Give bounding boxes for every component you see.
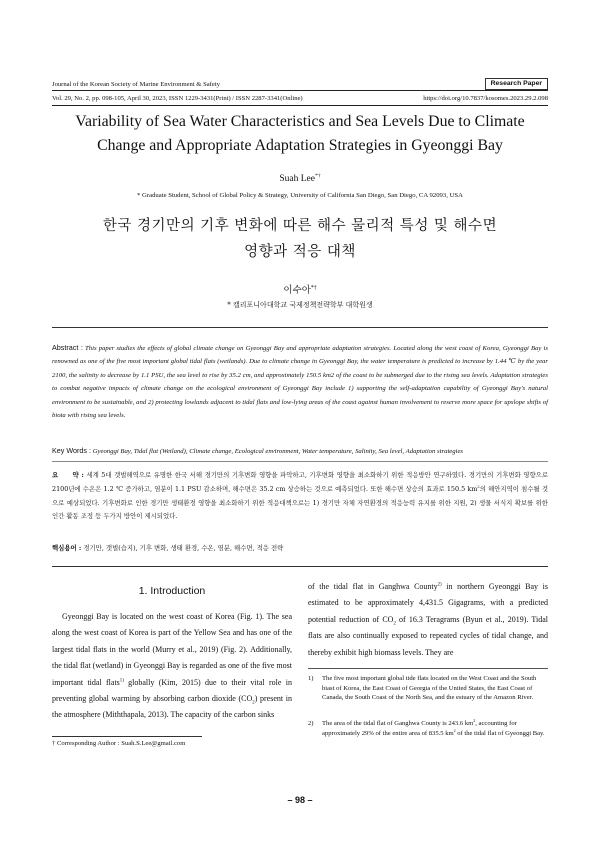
abstract-text: This paper studies the effects of global climate change on Gyeonggi Bay and appropriate adaptation strategies. Located along the west coast of Korea, Gyeonggi Bay is renowned as one of the five most important global tidal flats (wetlands). Due to climate change in Gyeonggi Bay, the water temperature is predicted to increase by 1.44 ℃ by the year 2100, the salinity to decrease by 1.1 PSU, the sea level to rise by 35.2 cm, and approximately 150.5 km2 of the coast to be submerged due to the rising sea levels. Adaptation strategies to combat negative impacts of climate change on the ecological environment of Gyeonggi Bay include 1) supporting the self-adaptation capability of Gyeonggi Bay's natural environment to be sustainable, and 2) protecting lowlands adjacent to tidal flats and low-lying areas of the coast against human involvement to reserve more space for upslope shifts of biota with rising sea levels. bbox=[52, 345, 549, 420]
footnote-2-sup-b: 2 bbox=[453, 727, 456, 733]
keywords-ko-text: 경기만, 갯벌(습지), 기후 변화, 생태 환경, 수온, 염분, 해수면, 적응 전략 bbox=[83, 544, 284, 552]
intro-right-text-2: in northern Gyeonggi Bay is estimated to be approximately 4,431.5 Gigagrams, with a predicted potential reduction of CO bbox=[308, 582, 548, 624]
title-en-line1: Variability of Sea Water Characteristics and Sea Levels Due to Climate bbox=[75, 113, 525, 130]
keywords-ko bbox=[52, 542, 548, 556]
intro-text-3: ) present in the atmosphere (Miththapala, 2013). The capacity of the carbon sinks bbox=[52, 694, 292, 720]
footnote-1-number: 1) bbox=[308, 675, 314, 682]
abstract-rule-top bbox=[52, 327, 548, 328]
abstract-ko-text-b: 의 해안지역이 침수될 것으로 예상되었다. 기후변화로 인한 경기만 생태환경 영향을 최소화하기 위한 적응대책으로는 1) 경기만 자체 자연환경의 적응능력 유지를 위한 지원, 2) 생물 서식지 확보를 위한 인간 활동 조정 등 두가지 방안이 제시되었다. bbox=[52, 484, 549, 521]
abstract-rule-bottom bbox=[52, 566, 548, 567]
abstract bbox=[52, 341, 548, 422]
abstract-ko bbox=[52, 469, 548, 524]
footnote-ref-2[interactable]: 2) bbox=[437, 582, 442, 588]
header-rule-bottom bbox=[52, 105, 548, 106]
corresponding-author: † Corresponding Author : Suah.S.Lee@gmail.com bbox=[52, 740, 186, 747]
affiliation-ko: * 캘리포니아대학교 국제정책전략학부 대학원생 bbox=[227, 301, 373, 309]
title-ko-line1: 한국 경기만의 기후 변화에 따른 해수 물리적 특성 및 해수면 bbox=[102, 218, 498, 234]
footnote-2 bbox=[308, 719, 548, 751]
author-en-mark: *† bbox=[314, 172, 321, 179]
co2-subscript-right: 2 bbox=[393, 621, 396, 627]
co2-subscript: 2 bbox=[252, 700, 255, 706]
keywords-text: Gyeonggi Bay, Tidal flat (Wetland), Climate change, Ecological environment, Water temperature, Salinity, Sea level, Adaptation strategies bbox=[92, 448, 464, 455]
corresponding-rule bbox=[52, 736, 202, 737]
intro-paragraph-right bbox=[308, 579, 548, 661]
footnote-2-text bbox=[322, 719, 548, 738]
abstract-ko-text-a: 세계 5대 갯벌해역으로 유명한 한국 서해 경기만의 기후변화 영향을 파악하고, 기후변화 영향을 최소화하기 위한 적응방안 연구하였다. 경기만의 기후변화 영향으로 2100년에 수온은 1.2 ℃ 증가하고, 염분이 1.1 PSU 감소하며, 해수면은 35.2 cm 상승하는 것으로 예측되었다. 또한 해수면 상승의 효과로 150.5 km bbox=[52, 471, 548, 493]
keywords bbox=[52, 444, 548, 458]
intro-right-text-1: of the tidal flat in Ganghwa County bbox=[308, 582, 438, 591]
intro-text-1: Gyeonggi Bay is located on the west coast of Korea (Fig. 1). The sea along the west coast of Korea is part of the Yellow Sea and has one of the largest tidal flats in the world (Murry et al., 2019) (Fig. 2). Additionally, the tidal flat (wetland) in Gyeonggi Bay is regarded as one of the five most important tidal flats bbox=[52, 612, 292, 687]
abstract-ko-sup: 2 bbox=[477, 483, 480, 489]
header-rule-top bbox=[52, 90, 548, 91]
affiliation-en: * Graduate Student, School of Global Policy & Strategy, University of California San Diego, San Diego, CA 92093, USA bbox=[137, 192, 463, 199]
doi-link[interactable]: https://doi.org/10.7837/kosomes.2023.29.2.098 bbox=[423, 95, 548, 102]
footnote-ref-1[interactable]: 1) bbox=[119, 677, 124, 683]
author-en-name: Suah Lee bbox=[279, 174, 315, 184]
keywords-label: Key Words : bbox=[52, 446, 92, 455]
abstract-ko-label: 요 약 : bbox=[52, 471, 84, 479]
section-heading-introduction: 1. Introduction bbox=[138, 585, 206, 597]
footnote-rule bbox=[308, 668, 548, 669]
abstract-label: Abstract : bbox=[52, 343, 83, 352]
article-type-badge: Research Paper bbox=[485, 78, 548, 90]
page-number: – 98 – bbox=[287, 795, 313, 805]
footnote-2-text-c: of the tidal flat of Gyeonggi Bay. bbox=[455, 729, 545, 737]
footnote-2-sup-a: 2 bbox=[473, 717, 476, 723]
footnote-1-text: The five most important global tide flats located on the West Coast and the South biast of Korea, the East Coast of Georgia of the United States, the East Coast of Canada, the South Coast of the North Sea, and the estuary of the Amazon River. bbox=[322, 675, 537, 702]
keywords-rule bbox=[52, 461, 548, 462]
footnote-1 bbox=[308, 674, 548, 718]
title-en-line2: Change and Appropriate Adaptation Strategies in Gyeonggi Bay bbox=[97, 137, 503, 154]
author-en bbox=[40, 174, 560, 184]
footnote-2-number: 2) bbox=[308, 720, 314, 727]
intro-paragraph-left bbox=[52, 609, 292, 724]
author-ko bbox=[40, 282, 560, 296]
volume-info: Vol. 29, No. 2, pp. 098-105, April 30, 2023, ISSN 1229-3431(Print) / ISSN 2287-3341(Online) bbox=[52, 95, 303, 102]
title-ko-line2: 영향과 적응 대책 bbox=[244, 244, 356, 260]
footnote-2-text-b: , accounting for approximately 29% of the entire area of 835.5 km bbox=[322, 720, 517, 737]
journal-name: Journal of the Korean Society of Marine Environment & Safety bbox=[52, 81, 220, 88]
author-ko-mark: *† bbox=[310, 284, 317, 291]
footnote-2-text-a: The area of the tidal flat of Ganghwa County is 243.6 km bbox=[322, 720, 474, 727]
author-ko-name: 이수아 bbox=[283, 285, 311, 296]
intro-right-text-3: of 16.3 Teragrams (Byun et al., 2019). Tidal flats are also continually exposed to repeated cycles of tidal change, and thereby exhibit high biomass levels. They are bbox=[308, 614, 548, 657]
keywords-ko-label: 핵심용어 : bbox=[52, 544, 82, 552]
intro-text-2: globally (Kim, 2015) due to their vital role in preventing global warming by absorbing carbon dioxide (CO bbox=[52, 677, 292, 704]
